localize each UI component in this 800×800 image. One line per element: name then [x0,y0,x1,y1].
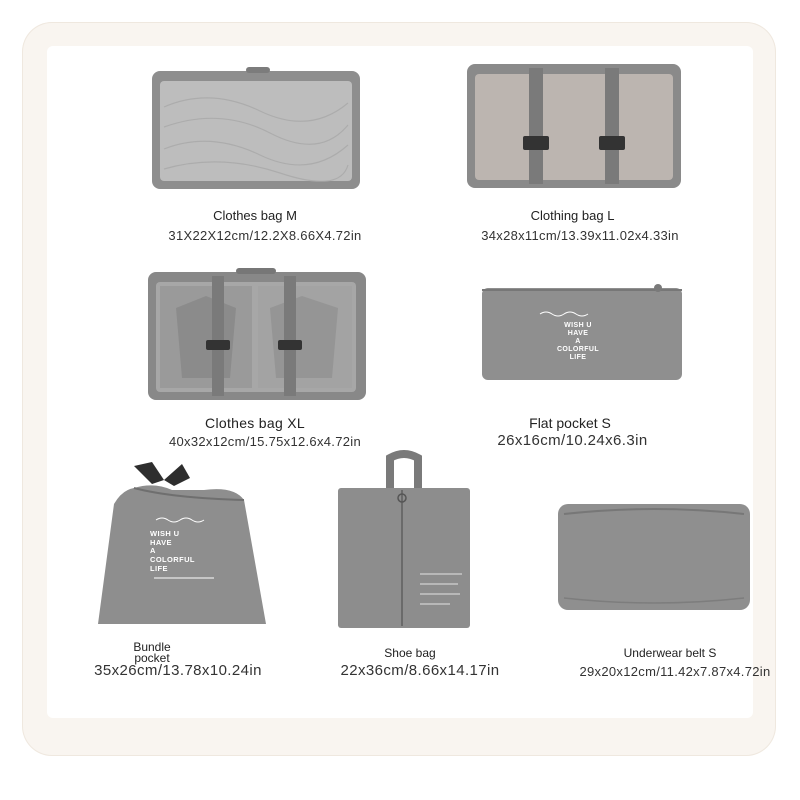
product-name: Flat pocket S [529,415,611,431]
product-dimensions: 26x16cm/10.24x6.3in [497,432,648,449]
product-dimensions: 29x20x12cm/11.42x7.87x4.72in [579,664,771,679]
product-name: Bundle pocket [133,640,171,665]
packing-cube-l-icon [465,60,683,190]
product-name: Clothing bag L [530,208,615,223]
product-name: Clothes bag XL [205,415,305,431]
slogan-line: WISH U [564,322,592,329]
product-dimensions: 35x26cm/13.78x10.24in [94,662,262,679]
product-dimensions: 31X22X12cm/12.2X8.66X4.72in [168,228,362,243]
slogan-line: COLORFUL [150,554,195,564]
slogan-line: LIFE [569,354,587,362]
slogan-line: LIFE [150,563,168,573]
product-dimensions: 22x36cm/8.66x14.17in [340,662,500,679]
slogan-line: A [575,338,581,346]
packing-cube-m-icon [150,67,362,191]
slogan-print [150,530,220,573]
product-name: Underwear belt S [623,646,717,660]
shoe-bag-icon [334,450,474,630]
product-dimensions: 40x32x12cm/15.75x12.6x4.72in [169,434,361,449]
packing-cube-xl-icon [146,268,368,402]
product-name: Shoe bag [384,646,436,660]
slogan-line: COLORFUL [556,346,600,354]
slogan-line: A [150,546,156,556]
slogan-line: HAVE [567,330,589,338]
slogan-print [548,322,608,362]
slogan-line: WISH U [150,529,180,538]
underwear-pouch-icon [556,500,752,612]
product-dimensions: 34x28x11cm/13.39x11.02x4.33in [481,228,679,243]
slogan-line: HAVE [150,537,172,547]
product-name: Clothes bag M [213,208,297,223]
